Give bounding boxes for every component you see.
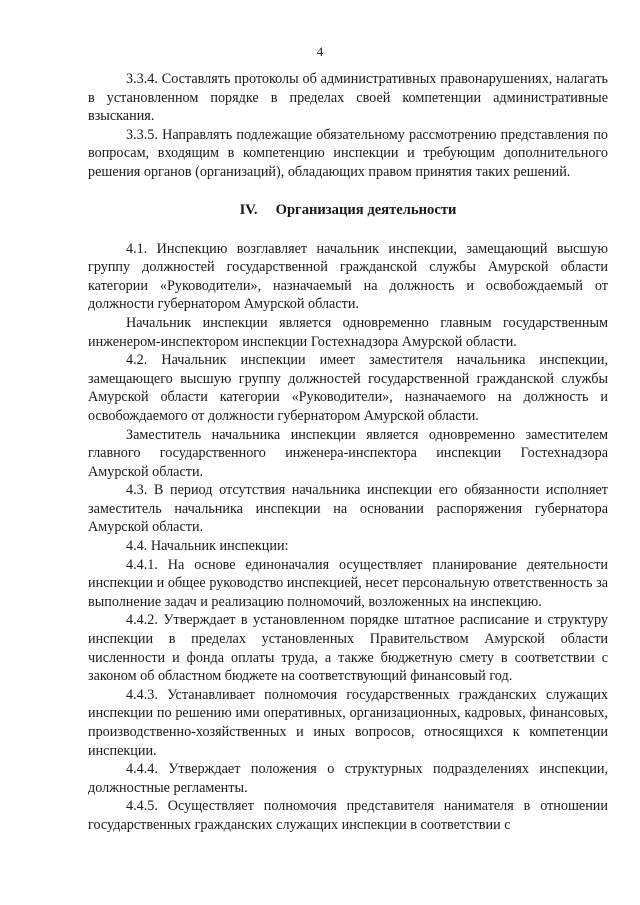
paragraph-3-3-5: 3.3.5. Направлять подлежащие обязательному рассмотрению представления по вопросам, входящим в компетенцию инспекции и требующим дополнительного решения органов (организаций), обладающих правом принятия таких решений. [88, 126, 608, 180]
section-number: IV. [239, 201, 258, 218]
document-body [88, 70, 608, 835]
paragraph-4-2: 4.2. Начальник инспекции имеет заместителя начальника инспекции, замещающего высшую группу должностей государственной гражданской службы Амурской области категории «Руководители», назначаемого на должность и освобождаемого от должности губернатором Амурской области. [88, 352, 608, 424]
section-heading [88, 201, 608, 220]
paragraph-4-2-note: Заместитель начальника инспекции является одновременно заместителем главного государственного инженера-инспектора инспекции Гостехнадзора Амурской области. [88, 426, 608, 480]
paragraph-4-1: 4.1. Инспекцию возглавляет начальник инспекции, замещающий высшую группу должностей государственной гражданской службы Амурской области категории «Руководители», назначаемый на должность и освобождаемый от должности губернатором Амурской области. [88, 240, 608, 313]
paragraph-4-4-3: 4.4.3. Устанавливает полномочия государственных гражданских служащих инспекции по решению ими оперативных, организационных, кадровых, финансовых, производственно-хозяйственных и иных вопросов, относящихся к компетенции инспекции. [88, 686, 608, 759]
page-number: 4 [316, 44, 324, 59]
paragraph-4-4-2: 4.4.2. Утверждает в установленном порядке штатное расписание и структуру инспекции в пределах установленных Правительством Амурской области численности и фонда оплаты труда, а также бюджетную смету в соответствии с законом об областном бюджете на соответствующий финансовый год. [88, 612, 608, 685]
paragraph-3-3-4: 3.3.4. Составлять протоколы об административных правонарушениях, налагать в установленном порядке в пределах своей компетенции административные взыскания. [88, 71, 608, 125]
paragraph-4-4-5: 4.4.5. Осуществляет полномочия представителя нанимателя в отношении государственных гражданских служащих инспекции в соответствии с [88, 798, 608, 833]
paragraph-4-3: 4.3. В период отсутствия начальника инспекции его обязанности исполняет заместитель начальника инспекции на основании распоряжения губернатора Амурской области. [88, 482, 608, 536]
paragraph-4-4-4: 4.4.4. Утверждает положения о структурных подразделениях инспекции, должностные регламенты. [88, 761, 608, 796]
paragraph-4-4-1: 4.4.1. На основе единоначалия осуществляет планирование деятельности инспекции и общее руководство инспекцией, несет персональную ответственность за выполнение задач и реализацию полномочий, возложенных на инспекцию. [88, 556, 608, 610]
paragraph-4-4: 4.4. Начальник инспекции: [126, 538, 289, 555]
paragraph-4-1-note: Начальник инспекции является одновременно главным государственным инженером-инспектором инспекции Гостехнадзора Амурской области. [88, 314, 608, 350]
section-title: Организация деятельности [275, 201, 457, 218]
